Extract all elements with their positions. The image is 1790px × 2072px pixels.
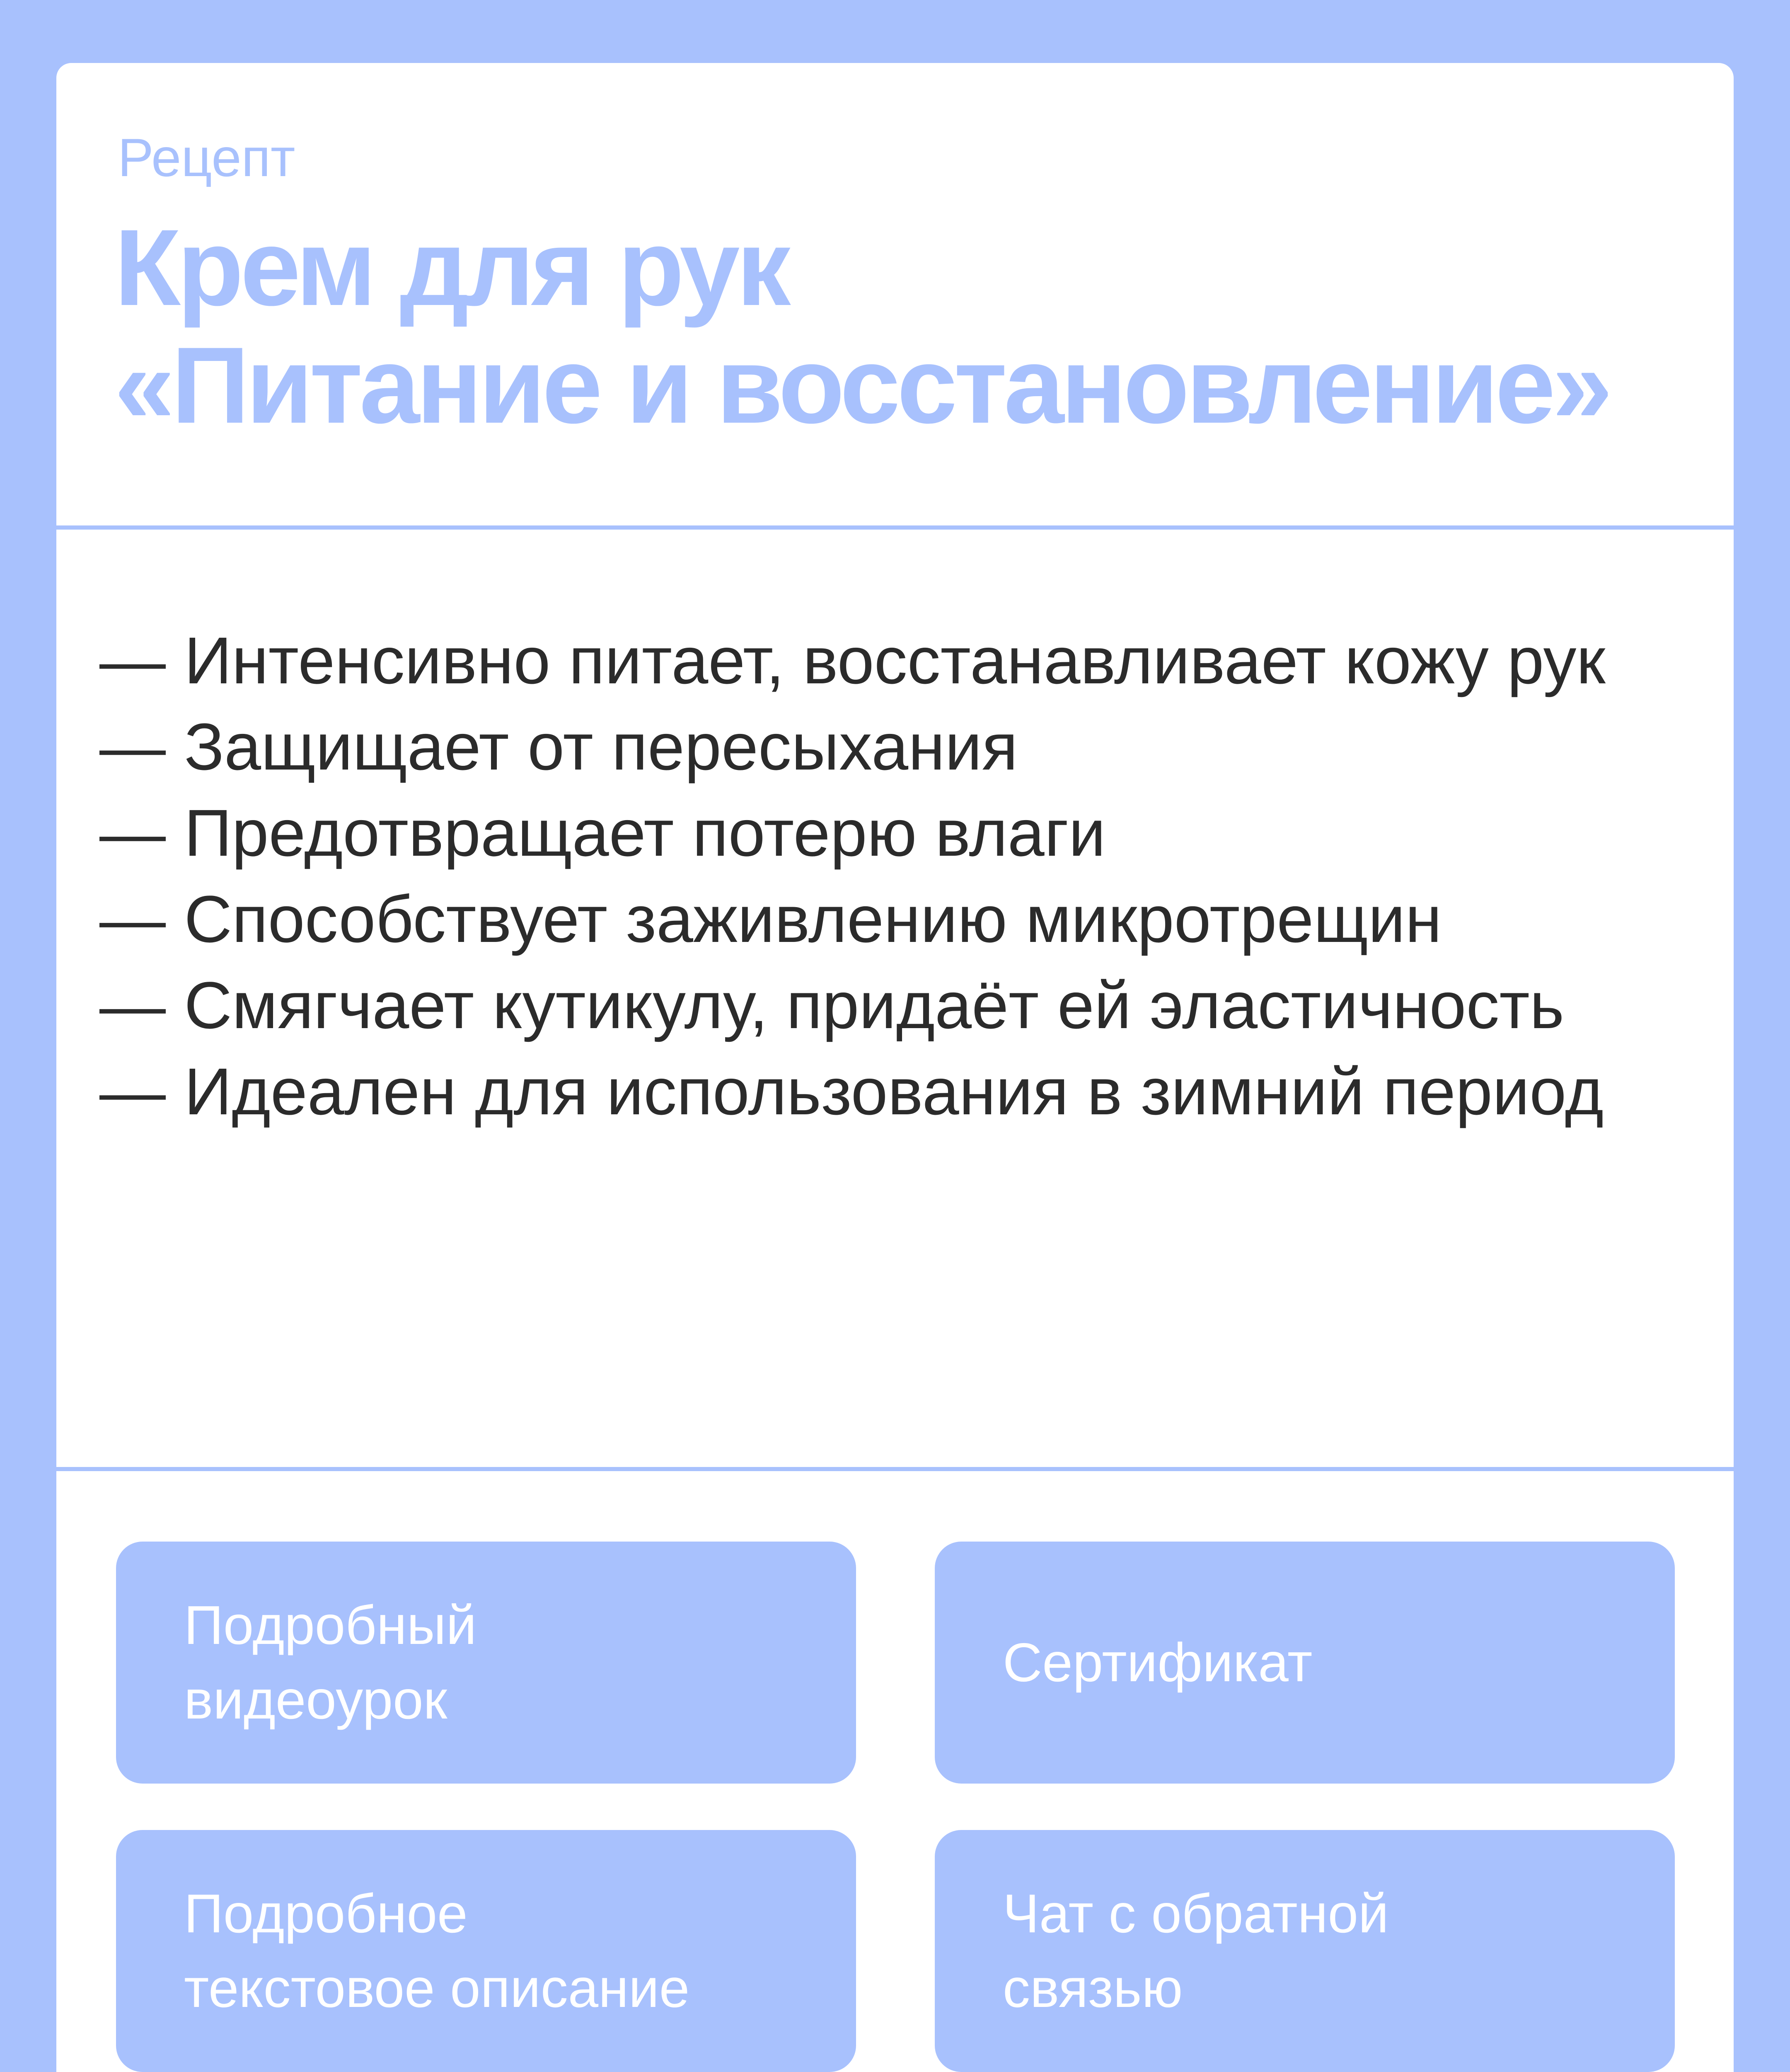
tile-video-lesson — [116, 1542, 856, 1784]
feature-list — [99, 617, 1707, 1135]
tile-feedback-chat — [935, 1830, 1675, 2072]
tile-label-line: текстовое описание — [184, 1958, 690, 2019]
feature-item: — Предотвращает потерю влаги — [99, 796, 1106, 870]
tile-label — [1003, 1625, 1312, 1700]
tile-label — [184, 1588, 477, 1737]
tile-label-line: Подробное — [184, 1883, 468, 1944]
tile-text-description — [116, 1830, 856, 2072]
feature-item: — Интенсивно питает, восстанавливает кожу рук — [99, 623, 1606, 697]
product-title-line-1: Крем для рук — [114, 207, 788, 328]
tile-label-line: Сертификат — [1003, 1632, 1313, 1693]
feature-item: — Способствует заживлению микротрещин — [99, 882, 1442, 956]
tile-label — [1003, 1876, 1389, 2026]
recipe-card — [56, 63, 1734, 2072]
feature-item: — Защищает от пересыхания — [99, 709, 1018, 784]
product-title-line-2: «Питание и восстановление» — [114, 324, 1609, 446]
tile-label-line: Подробный — [184, 1595, 477, 1656]
product-title — [114, 209, 1722, 444]
feature-item: — Идеален для использования в зимний период — [99, 1054, 1604, 1128]
tile-label-line: видеоурок — [184, 1669, 448, 1730]
tile-label-line: Чат с обратной — [1003, 1883, 1389, 1944]
tile-certificate — [935, 1542, 1675, 1784]
divider-top — [56, 525, 1734, 530]
divider-bottom — [56, 1467, 1734, 1471]
tile-label — [184, 1876, 689, 2026]
tile-label-line: связью — [1003, 1958, 1183, 2019]
recipe-kicker: Рецепт — [118, 127, 295, 188]
feature-item: — Смягчает кутикулу, придаёт ей эластичность — [99, 968, 1565, 1042]
